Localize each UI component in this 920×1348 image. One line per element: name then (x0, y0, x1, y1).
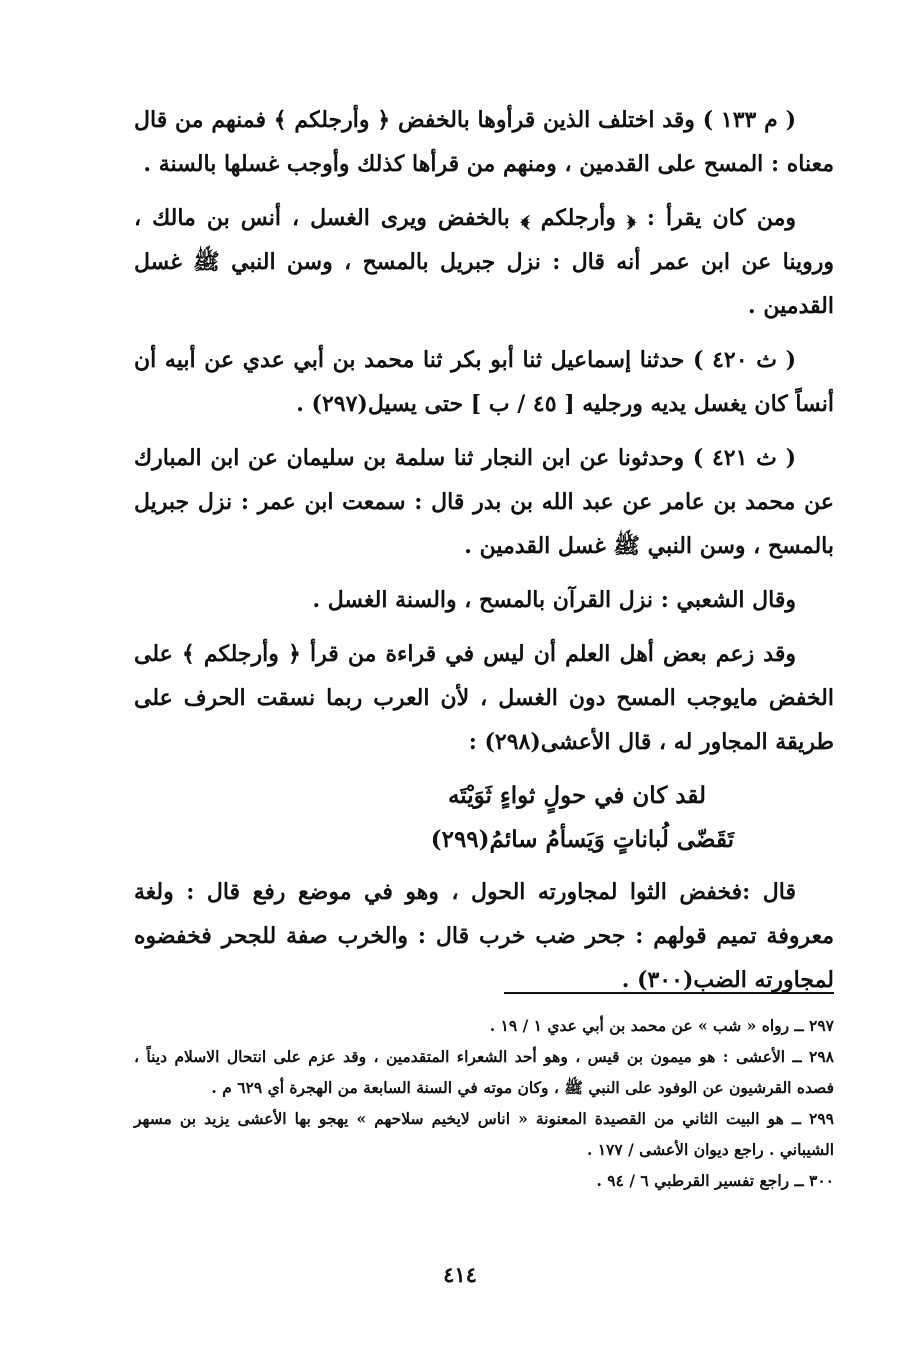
page-number: ٤١٤ (443, 1262, 477, 1287)
paragraph-ahl-al-ilm: وقد زعم بعض أهل العلم أن ليس في قراءة من قرأ ﴿ وأرجلكم ﴾ على الخفض مايوجب المسح دون الغسل ، لأن العرب ربما نسقت الحرف على طريقة المجاور له ، قال الأعشى(٢٩٨) : (134, 641, 834, 755)
footnote-300: ٣٠٠ ــ راجع تفسير القرطبي ٦ / ٩٤ . (596, 1171, 834, 1190)
poetry-verse (134, 774, 834, 862)
paragraph-readers-of-khafd: ومن كان يقرأ : ﴿ وأرجلكم ﴾ بالخفض ويرى الغسل ، أنس بن مالك ، وروينا عن ابن عمر أنه قال : نزل جبريل بالمسح ، وسن النبي ﷺ غسل القدمين . (134, 205, 834, 319)
paragraph-closing: قال :فخفض الثوا لمجاورته الحول ، وهو في موضع رفع قال : ولغة معروفة تميم قولهم : جحر ضب خرب قال : والخرب صفة للجحر فخفضوه لمجاورته الضب(٣٠٠) . (134, 879, 834, 993)
footnote-divider (504, 992, 834, 994)
paragraph-shaabi: وقال الشعبي : نزل القرآن بالمسح ، والسنة الغسل . (312, 587, 796, 613)
paragraph-th420: ( ث ٤٢٠ ) حدثنا إسماعيل ثنا أبو بكر ثنا محمد بن أبي عدي عن أبيه أن أنساً كان يغسل يديه ورجليه [ ٤٥ / ب ] حتى يسيل(٢٩٧) . (134, 347, 834, 417)
footnote-298: ٢٩٨ ــ الأعشى : هو ميمون بن قيس ، وهو أحد الشعراء المتقدمين ، وقد عزم على انتحال الاسلام ديناً ، فصده القرشيون عن الوفود على النبي ﷺ ، وكان موته في السنة السابعة من الهجرة أي ٦٢٩ م . (134, 1047, 834, 1097)
footnotes (134, 1010, 834, 1196)
footnote-299: ٢٩٩ ــ هو البيت الثاني من القصيدة المعنونة « اناس لايخيم سلاحهم » يهجو بها الأعشى يزيد بن مسهر الشيباني . راجع ديوان الأعشى / ١٧٧ . (134, 1109, 834, 1159)
main-text (134, 98, 834, 1012)
footnote-297: ٢٩٧ ــ رواه « شب » عن محمد بن أبي عدي ١ / ١٩ . (489, 1016, 834, 1035)
verse-line-2: تَقَضّى لُباناتٍ وَيَسأمُ سائمُ(٢٩٩) (430, 826, 734, 853)
paragraph-m133: ( م ١٣٣ ) وقد اختلف الذين قرأوها بالخفض ﴿ وأرجلكم ﴾ فمنهم من قال معناه : المسح على القدمين ، ومنهم من قرأها كذلك وأوجب غسلها بالسنة . (134, 107, 834, 177)
verse-line-1: لقد كان في حولٍ ثواءٍ ثَوَيْتَه (447, 782, 706, 809)
paragraph-th421: ( ث ٤٢١ ) وحدثونا عن ابن النجار ثنا سلمة بن سليمان عن ابن المبارك عن محمد بن عامر عن عبد الله بن بدر قال : سمعت ابن عمر : نزل جبريل بالمسح ، وسن النبي ﷺ غسل القدمين . (134, 445, 834, 559)
